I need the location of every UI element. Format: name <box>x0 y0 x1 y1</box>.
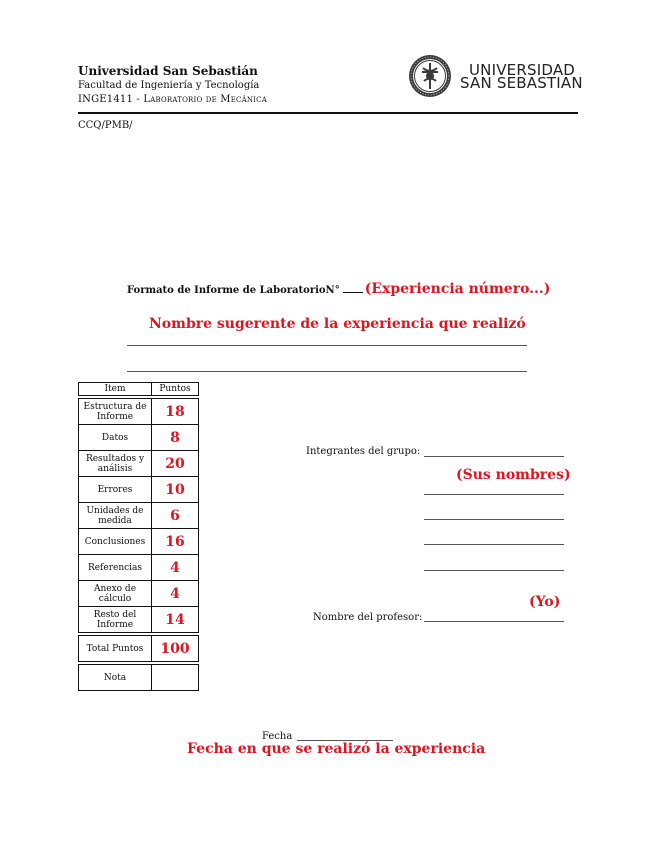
document-code: CCQ/PMB/ <box>78 120 133 131</box>
grade-row <box>79 665 199 691</box>
total-points: 100 <box>152 636 199 662</box>
row-item: Datos <box>79 425 152 451</box>
row-item: Unidades de medida <box>79 503 152 529</box>
total-row <box>79 636 199 662</box>
course-code: INGE1411 - <box>78 94 144 105</box>
report-title <box>127 278 550 297</box>
column-header-item: Item <box>79 383 152 396</box>
title-line-1 <box>127 345 527 346</box>
university-name: Universidad San Sebastián <box>78 64 258 78</box>
member-field-5[interactable] <box>424 570 564 571</box>
row-points: 16 <box>152 529 199 555</box>
table-row <box>79 451 199 477</box>
number-blank <box>343 292 363 293</box>
table-row <box>79 529 199 555</box>
row-points: 14 <box>152 607 199 633</box>
row-item: Estructura de Informe <box>79 399 152 425</box>
row-points: 4 <box>152 555 199 581</box>
row-points: 6 <box>152 503 199 529</box>
member-field-1[interactable] <box>424 456 564 457</box>
logo-line2: SAN SEBASTIAN <box>460 74 583 92</box>
experience-number: (Experiencia número...) <box>364 281 551 297</box>
professor-field[interactable] <box>424 621 564 622</box>
row-item: Resto del Informe <box>79 607 152 633</box>
member-field-2[interactable] <box>424 494 564 495</box>
professor-placeholder: (Yo) <box>529 594 561 610</box>
table-header <box>79 383 199 396</box>
member-field-4[interactable] <box>424 544 564 545</box>
names-placeholder: (Sus nombres) <box>456 467 571 483</box>
row-item: Anexo de cálculo <box>79 581 152 607</box>
grade-label: Nota <box>79 665 152 691</box>
faculty-name: Facultad de Ingeniería y Tecnología <box>78 80 260 91</box>
logo-line1: UNIVERSIDAD <box>469 61 576 79</box>
course-name: Laboratorio de Mecánica <box>143 94 267 105</box>
table-row <box>79 425 199 451</box>
logo-wordmark <box>460 61 583 92</box>
row-item: Resultados y análisis <box>79 451 152 477</box>
table-row <box>79 503 199 529</box>
table-row <box>79 607 199 633</box>
score-table <box>78 382 199 691</box>
grade-field[interactable] <box>152 665 199 691</box>
row-item: Referencias <box>79 555 152 581</box>
university-seal-icon <box>408 54 452 98</box>
title-line-2 <box>127 371 527 372</box>
row-item: Conclusiones <box>79 529 152 555</box>
row-points: 20 <box>152 451 199 477</box>
course-line <box>78 94 267 105</box>
experience-title: Nombre sugerente de la experiencia que realizó <box>149 316 526 332</box>
column-header-points: Puntos <box>152 383 199 396</box>
total-label: Total Puntos <box>79 636 152 662</box>
member-field-3[interactable] <box>424 519 564 520</box>
date-label: Fecha <box>262 731 293 742</box>
header-divider <box>78 112 578 114</box>
table-row <box>79 555 199 581</box>
row-item: Errores <box>79 477 152 503</box>
table-row <box>79 399 199 425</box>
format-label: Formato de Informe de LaboratorioN° <box>127 285 340 296</box>
row-points: 8 <box>152 425 199 451</box>
row-points: 18 <box>152 399 199 425</box>
professor-label: Nombre del profesor: <box>313 612 423 623</box>
table-row <box>79 477 199 503</box>
row-points: 4 <box>152 581 199 607</box>
row-points: 10 <box>152 477 199 503</box>
table-row <box>79 581 199 607</box>
group-label: Integrantes del grupo: <box>306 446 421 457</box>
date-placeholder: Fecha en que se realizó la experiencia <box>187 741 486 757</box>
